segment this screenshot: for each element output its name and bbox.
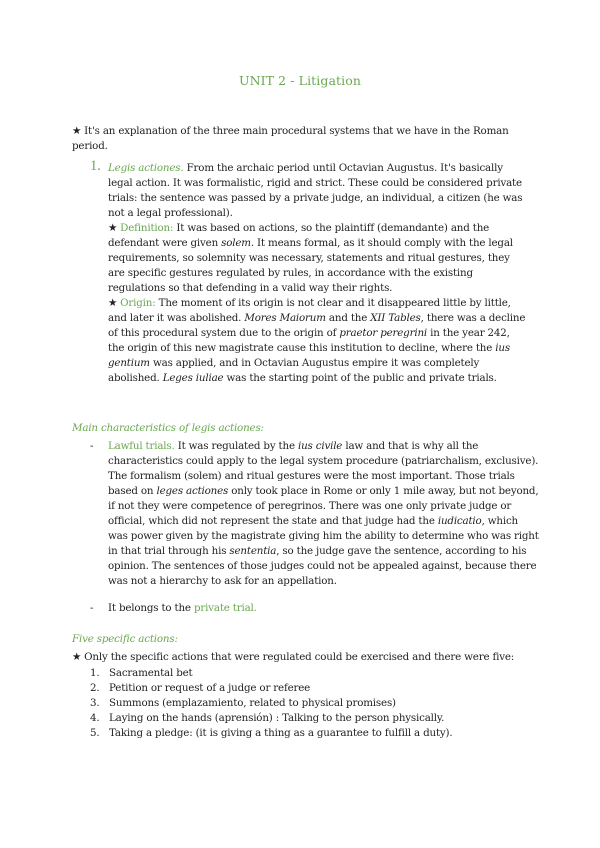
star-bullet-icon: ★: [108, 297, 118, 309]
list-number-1: 1.: [90, 158, 101, 174]
main-characteristics-heading: Main characteristics of legis actiones:: [72, 422, 264, 434]
private-trial-label: private trial.: [193, 602, 257, 614]
lawful-trials-bullet: [90, 439, 540, 589]
origin-paragraph: ★ Origin: The moment of its origin is not clear and it disappeared little by little, and later it was abolished. Mores Maiorum and the XII Tables, there was a decline of this procedural system due to the origin of praetor peregrini in the year 242, the origin of this new magistrate cause this institution to decline, where the ius gentium was applied, and in Octavian Augustus empire it was completely abolished. Leges iuliae was the starting point of the public and private trials.: [108, 297, 526, 384]
five-actions-heading: Five specific actions:: [72, 633, 178, 645]
five-actions-list: [90, 666, 453, 741]
list-item: 2. Petition or request of a judge or referee: [90, 682, 311, 694]
intro-text: It's an explanation of the three main procedural systems that we have in the Roman period.: [72, 125, 509, 152]
private-trial-bullet: [90, 601, 540, 616]
legis-actiones-heading: Legis actiones.: [108, 162, 184, 174]
five-actions-intro: ★ Only the specific actions that were regulated could be exercised and there were five:: [72, 651, 515, 663]
definition-paragraph: ★ Definition: It was based on actions, so the plaintiff (demandante) and the defendant were given solem. It means formal, as it should comply with the legal requirements, so solemnity was necessary, statements and ritual gestures, they are specific gestures regulated by rules, in accordance with the existing regulations so that defending in a valid way their rights.: [108, 222, 513, 294]
legis-actiones-intro: Legis actiones. From the archaic period until Octavian Augustus. It's basically legal action. It was formalistic, rigid and strict. These could be considered private trials: the sentence was passed by a private judge, an individual, a citizen (he was not a legal professional).: [108, 162, 523, 219]
star-bullet-icon: ★: [108, 222, 118, 234]
list-item: 5. Taking a pledge: (it is giving a thing as a guarantee to fulfill a duty).: [90, 727, 453, 739]
lawful-trials-label: Lawful trials.: [108, 440, 175, 452]
lawful-trials-text: Lawful trials. It was regulated by the ius civile law and that is why all the characteristics could apply to the legal system procedure (patriarchalism, exclusive). The formalism (solem) and ritual gestures were the most important. Those trials based on leges actiones only took place in Rome or only 1 mile away, but not beyond, if not they were competence of peregrinos. There was one only private judge or official, which did not represent the state and that judge had the iudicatio, which was power given by the magistrate giving him the ability to determine who was right in that trial through his sententia, so the judge gave the sentence, according to his opinion. The sentences of those judges could not be appealed against, because there was not a hierarchy to ask for an appellation.: [108, 440, 539, 587]
list-item: 1. Sacramental bet: [90, 667, 193, 679]
private-trial-text: It belongs to the private trial.: [108, 602, 257, 614]
origin-label: Origin:: [120, 297, 156, 309]
page-title: UNIT 2 - Litigation: [238, 73, 362, 88]
legis-actiones-section: [108, 161, 528, 386]
intro-paragraph: [72, 124, 532, 154]
list-item: 3. Summons (emplazamiento, related to physical promises): [90, 697, 396, 709]
dash-bullet: -: [90, 602, 94, 614]
star-bullet-icon: ★: [72, 651, 82, 663]
star-bullet-icon: ★: [72, 125, 82, 137]
dash-bullet: -: [90, 440, 94, 452]
definition-label: Definition:: [120, 222, 174, 234]
list-item: 4. Laying on the hands (aprensión) : Talking to the person physically.: [90, 712, 445, 724]
